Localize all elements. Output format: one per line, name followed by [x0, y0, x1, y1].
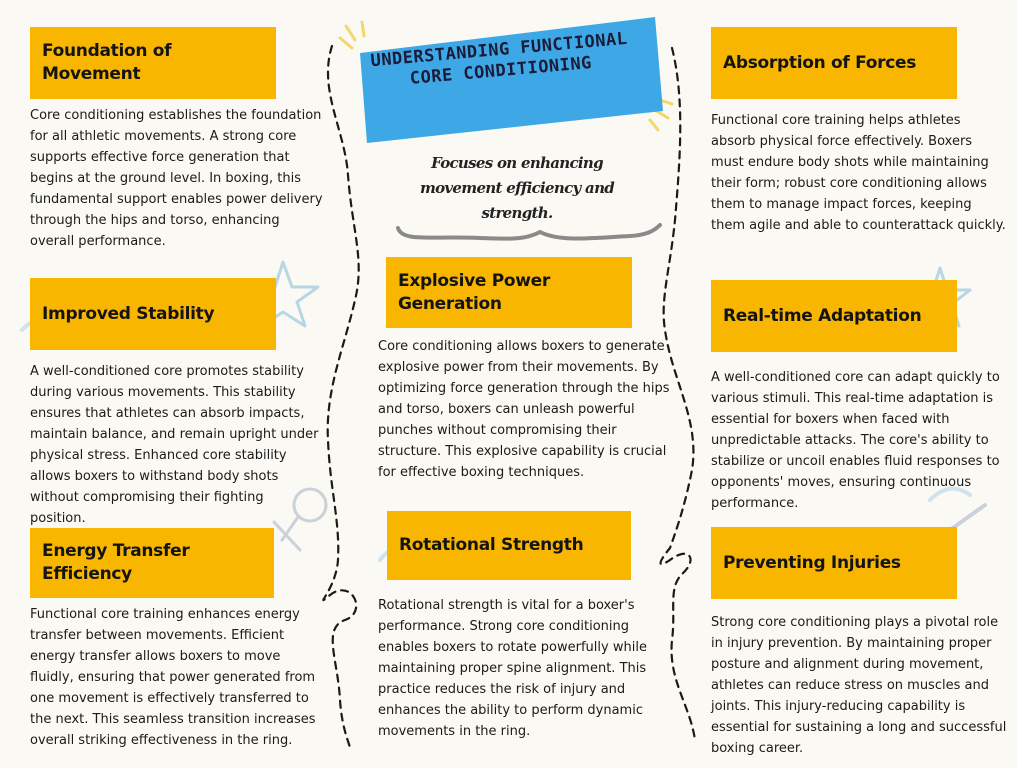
page-title: UNDERSTANDING FUNCTIONAL CORE CONDITIONING — [369, 28, 629, 89]
heading-injuries — [711, 527, 957, 599]
body-explosive: Core conditioning allows boxers to generate explosive power from their movements. By optimizing force generation through the hips and torso, boxers can unleash powerful punches without compromising their structure. This explosive capability is crucial for effective boxing techniques. — [378, 339, 670, 480]
body-stability: A well-conditioned core promotes stability during various movements. This stability ensures that athletes can absorb impacts, maintain balance, and remain upright under physical stress. Enhanced core stability allows boxers to withstand body shots without compromising their fighting position. — [30, 364, 319, 526]
heading-injuries-text: Preventing Injuries — [723, 552, 901, 573]
heading-adaptation-text: Real-time Adaptation — [723, 305, 922, 326]
heading-absorption — [711, 27, 957, 99]
heading-explosive-text: Explosive Power Generation — [398, 270, 550, 314]
heading-stability — [30, 278, 276, 350]
page-subtitle: Focuses on enhancing movement efficiency and strength. — [419, 154, 615, 222]
heading-explosive — [386, 257, 632, 328]
heading-rotational-text: Rotational Strength — [399, 535, 584, 555]
heading-stability-text: Improved Stability — [42, 303, 215, 324]
body-injuries: Strong core conditioning plays a pivotal role in injury prevention. By maintaining proper posture and alignment during movement, athletes can reduce stress on muscles and joints. This injury-reducing capability is essential for sustaining a long and successful boxing career. — [711, 615, 1007, 756]
heading-absorption-text: Absorption of Forces — [723, 52, 917, 73]
heading-energy-text: Energy Transfer Efficiency — [42, 541, 190, 584]
heading-foundation-text: Foundation of Movement — [42, 41, 172, 84]
heading-rotational — [387, 511, 631, 580]
heading-adaptation — [711, 280, 957, 352]
dashed-connector-left — [323, 46, 358, 748]
brace-doodle — [398, 225, 660, 239]
heading-energy — [30, 528, 274, 598]
body-energy: Functional core training enhances energy transfer between movements. Efficient energy transfer allows boxers to move fluidly, ensuring that power generated from one movement is effectively transferred to the next. This seamless transition increases overall striking effectiveness in the ring. — [30, 607, 316, 748]
heading-foundation — [30, 27, 276, 99]
body-absorption: Functional core training helps athletes absorb physical force effectively. Boxers must endure body shots while maintaining their form; robust core conditioning allows them to manage impact forces, keeping them agile and able to counterattack quickly. — [711, 113, 1006, 233]
body-rotational: Rotational strength is vital for a boxer's performance. Strong core conditioning enables boxers to rotate powerfully while maintaining proper spine alignment. This practice reduces the risk of injury and enhances the ability to perform dynamic movements in the ring. — [378, 598, 647, 739]
body-adaptation: A well-conditioned core can adapt quickly to various stimuli. This real-time adaptation is essential for boxers when faced with unpredictable attacks. The core's ability to stabilize or uncoil enables fluid responses to opponents' moves, ensuring continuous performance. — [711, 370, 1000, 511]
body-foundation: Core conditioning establishes the foundation for all athletic movements. A strong core supports effective force generation that begins at the ground level. In boxing, this fundamental support enables power delivery through the hips and torso, enhancing overall performance. — [30, 108, 323, 249]
